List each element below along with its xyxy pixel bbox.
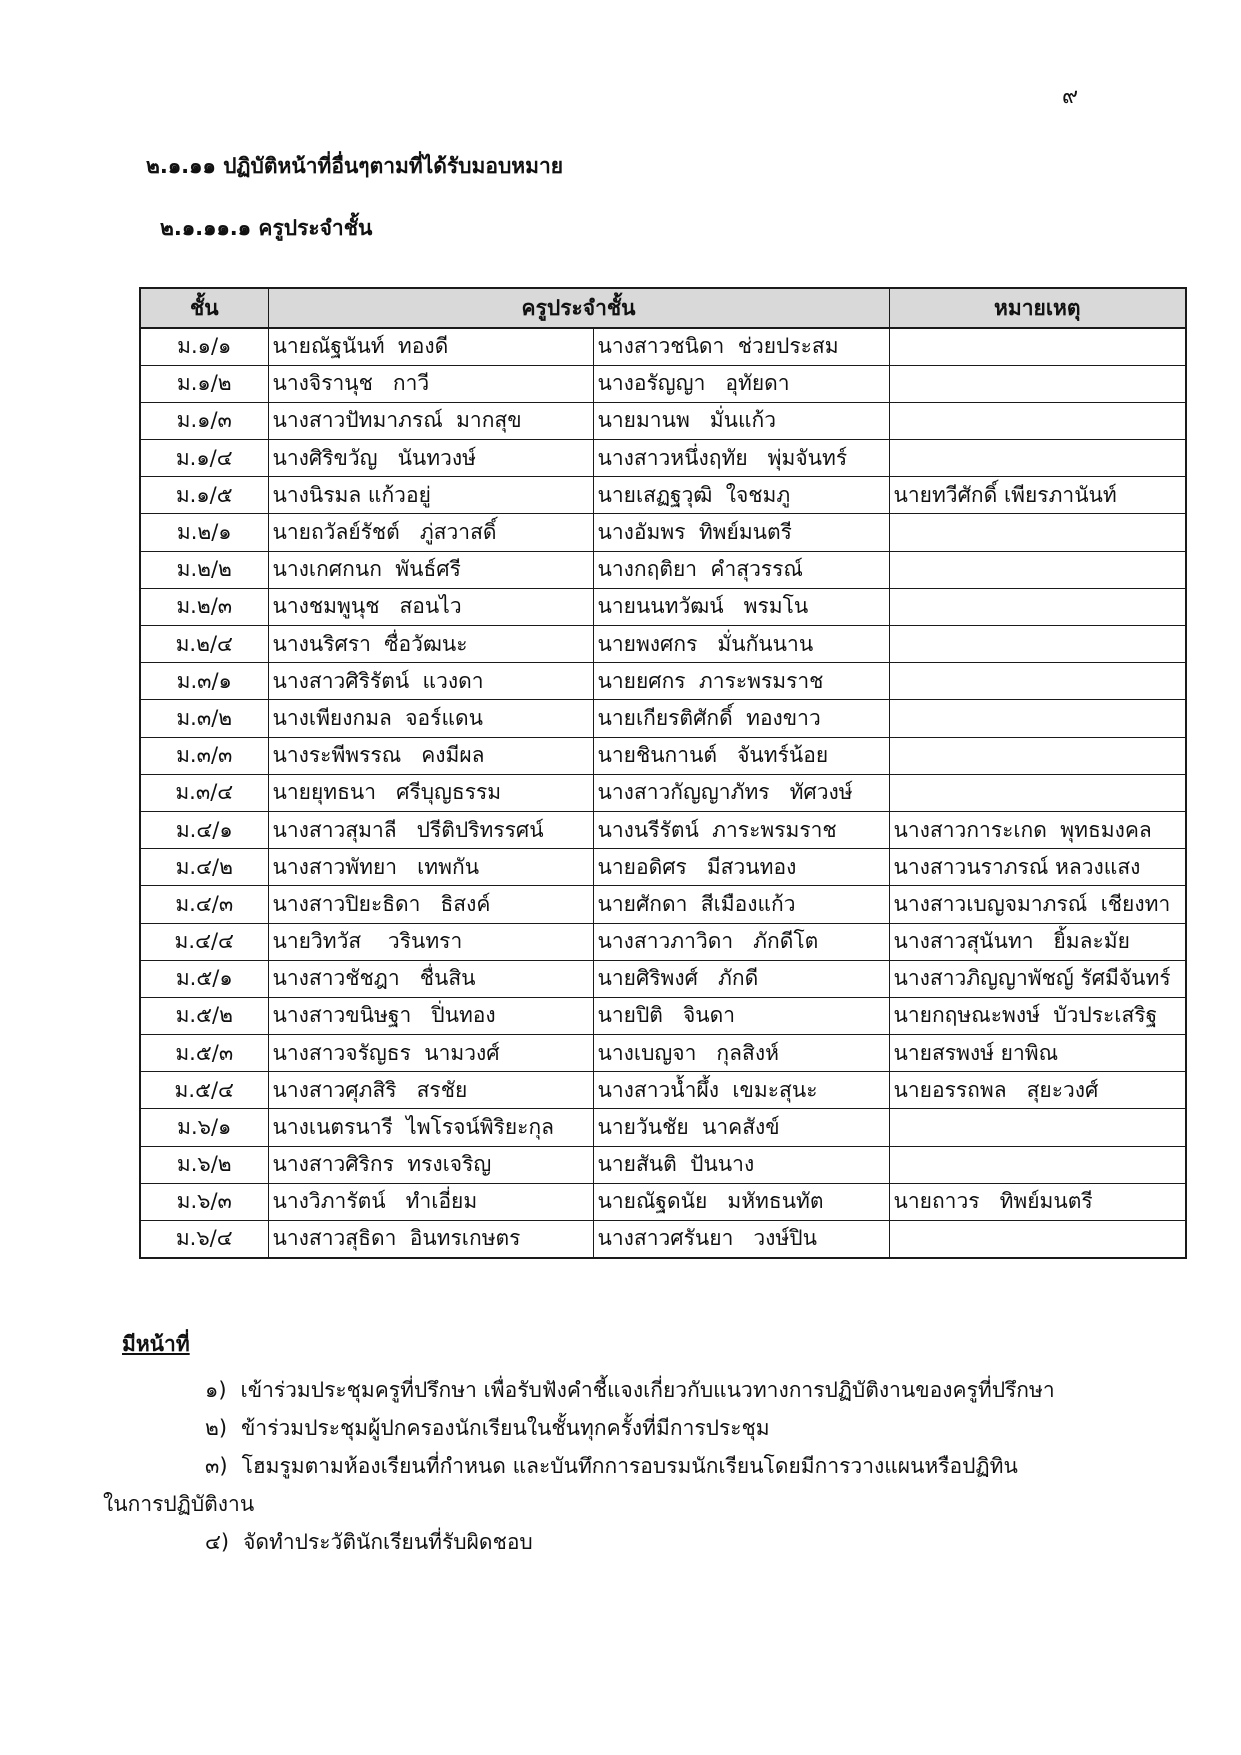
section-heading: ๒.๑.๑๑ ปฏิบัติหน้าที่อื่นๆตามที่ได้รับมอบหมาย [146,154,564,178]
table-row [140,700,1186,737]
teacher1-cell: นางสาวพัทยา เทพกัน [268,849,593,886]
duty-item-number: ๑) [205,1378,227,1402]
class-cell: ม.๓/๑ [140,663,268,700]
table-row [140,402,1186,439]
duty-item [0,1377,1241,1403]
teacher2-cell: นางสาวชนิดา ช่วยประสม [593,328,889,365]
table-row [140,1035,1186,1072]
table-row [140,477,1186,514]
table-row [140,551,1186,588]
teacher2-cell: นายพงศกร มั่นกันนาน [593,626,889,663]
page-number: ๙ [1062,84,1079,109]
teacher2-cell: นายมานพ มั่นแก้ว [593,402,889,439]
class-cell: ม.๑/๕ [140,477,268,514]
header-class: ชั้น [140,288,268,328]
teacher2-cell: นายชินกานต์ จันทร์น้อย [593,737,889,774]
teacher1-cell: นางจิรานุช กาวี [268,365,593,402]
class-cell: ม.๔/๔ [140,923,268,960]
table-row [140,1183,1186,1220]
class-cell: ม.๓/๒ [140,700,268,737]
teacher1-cell: นางสาวจรัญธร นามวงศ์ [268,1035,593,1072]
teacher1-cell: นางสาวขนิษฐา ปิ่นทอง [268,997,593,1034]
remark-cell: นายสรพงษ์ ยาพิณ [889,1035,1186,1072]
teacher1-cell: นางสาวสุธิดา อินทรเกษตร [268,1221,593,1258]
remark-cell [889,1109,1186,1146]
teacher1-cell: นางเพียงกมล จอร์แดน [268,700,593,737]
teacher1-cell: นางสาวสุมาลี ปรีติปริทรรศน์ [268,811,593,848]
teacher2-cell: นายยศกร ภาระพรมราช [593,663,889,700]
teacher1-cell: นางสาวศุภสิริ สรชัย [268,1072,593,1109]
table-row [140,1109,1186,1146]
header-remark: หมายเหตุ [889,288,1186,328]
remark-cell: นางสาวเบญจมาภรณ์ เชียงทา [889,886,1186,923]
teacher2-cell: นางกฤติยา คำสุวรรณ์ [593,551,889,588]
duty-item [0,1415,1241,1441]
remark-cell [889,365,1186,402]
remark-cell: นายถาวร ทิพย์มนตรี [889,1183,1186,1220]
class-cell: ม.๒/๓ [140,588,268,625]
teacher2-cell: นางอัมพร ทิพย์มนตรี [593,514,889,551]
remark-cell [889,663,1186,700]
table-row [140,663,1186,700]
teacher1-cell: นางสาวศิริกร ทรงเจริญ [268,1146,593,1183]
remark-cell: นายกฤษณะพงษ์ บัวประเสริฐ [889,997,1186,1034]
teacher2-cell: นายอดิศร มีสวนทอง [593,849,889,886]
class-cell: ม.๑/๑ [140,328,268,365]
table-row [140,737,1186,774]
remark-cell: นางสาวภิญญาพัชญ์ รัศมีจันทร์ [889,960,1186,997]
teacher-table-body [140,328,1186,1258]
teacher1-cell: นางระพีพรรณ คงมีผล [268,737,593,774]
remark-cell [889,1221,1186,1258]
teacher2-cell: นางสาวหนึ่งฤทัย พุ่มจันทร์ [593,440,889,477]
teacher1-cell: นางศิริขวัญ นันทวงษ์ [268,440,593,477]
teacher1-cell: นางนริศรา ซื่อวัฒนะ [268,626,593,663]
duty-item-text: โฮมรูมตามห้องเรียนที่กำหนด และบันทึกการอบรมนักเรียนโดยมีการวางแผนหรือปฏิทิน [241,1454,1018,1478]
teacher1-cell: นางสาวชัชฎา ชื่นสิน [268,960,593,997]
remark-cell [889,626,1186,663]
homeroom-teacher-table [139,287,1187,1259]
teacher1-cell: นางนิรมล แก้วอยู่ [268,477,593,514]
header-teachers: ครูประจำชั้น [268,288,889,328]
class-cell: ม.๖/๒ [140,1146,268,1183]
class-cell: ม.๑/๓ [140,402,268,439]
teacher2-cell: นายศักดา สีเมืองแก้ว [593,886,889,923]
duty-item-text: จัดทำประวัตินักเรียนที่รับผิดชอบ [243,1530,533,1554]
class-cell: ม.๖/๑ [140,1109,268,1146]
teacher2-cell: นางสาวภาวิดา ภักดีโต [593,923,889,960]
remark-cell [889,588,1186,625]
table-row [140,923,1186,960]
teacher2-cell: นายณัฐดนัย มหัทธนทัต [593,1183,889,1220]
teacher2-cell: นายนนทวัฒน์ พรมโน [593,588,889,625]
teacher1-cell: นางสาวศิริรัตน์ แวงดา [268,663,593,700]
teacher1-cell: นางชมพูนุช สอนไว [268,588,593,625]
remark-cell: นายอรรถพล สุยะวงศ์ [889,1072,1186,1109]
class-cell: ม.๑/๔ [140,440,268,477]
table-row [140,1072,1186,1109]
class-cell: ม.๖/๔ [140,1221,268,1258]
table-row [140,626,1186,663]
teacher2-cell: นายวันชัย นาคสังข์ [593,1109,889,1146]
duty-item-text: ข้าร่วมประชุมผู้ปกครองนักเรียนในชั้นทุกครั้งที่มีการประชุม [241,1416,770,1440]
teacher2-cell: นางสาวน้ำผึ้ง เขมะสุนะ [593,1072,889,1109]
remark-cell: นายทวีศักดิ์ เพียรภานันท์ [889,477,1186,514]
teacher2-cell: นางสาวกัญญาภัทร ทัศวงษ์ [593,774,889,811]
table-row [140,1221,1186,1258]
duty-item-number: ๒) [205,1416,228,1440]
remark-cell: นางสาวนราภรณ์ หลวงแสง [889,849,1186,886]
class-cell: ม.๕/๒ [140,997,268,1034]
duty-item-number: ๓) [205,1454,228,1478]
table-row [140,960,1186,997]
duty-item [0,1453,1241,1479]
duties-title: มีหน้าที่ [122,1332,190,1356]
table-row [140,1146,1186,1183]
table-row [140,365,1186,402]
duty-item-number: ๔) [205,1530,230,1554]
class-cell: ม.๕/๓ [140,1035,268,1072]
remark-cell: นางสาวสุนันทา ยิ้มละมัย [889,923,1186,960]
teacher2-cell: นายศิริพงศ์ ภักดี [593,960,889,997]
remark-cell [889,700,1186,737]
remark-cell [889,1146,1186,1183]
table-row [140,849,1186,886]
teacher1-cell: นางเกศกนก พันธ์ศรี [268,551,593,588]
teacher1-cell: นางเนตรนารี ไพโรจน์พิริยะกุล [268,1109,593,1146]
table-row [140,886,1186,923]
class-cell: ม.๒/๑ [140,514,268,551]
class-cell: ม.๓/๔ [140,774,268,811]
duty-item [0,1529,1241,1555]
class-cell: ม.๒/๒ [140,551,268,588]
class-cell: ม.๑/๒ [140,365,268,402]
remark-cell [889,737,1186,774]
teacher2-cell: นางเบญจา กุลสิงห์ [593,1035,889,1072]
teacher2-cell: นายสันติ ปันนาง [593,1146,889,1183]
table-row [140,774,1186,811]
remark-cell [889,551,1186,588]
class-cell: ม.๔/๓ [140,886,268,923]
teacher1-cell: นายณัฐนันท์ ทองดี [268,328,593,365]
class-cell: ม.๒/๔ [140,626,268,663]
remark-cell [889,514,1186,551]
duty-item-text: ในการปฏิบัติงาน [103,1492,255,1516]
remark-cell: นางสาวการะเกด พุทธมงคล [889,811,1186,848]
teacher1-cell: นางสาวปิยะธิดา ธิสงค์ [268,886,593,923]
teacher1-cell: นางสาวปัทมาภรณ์ มากสุข [268,402,593,439]
table-row [140,440,1186,477]
teacher1-cell: นายวิทวัส วรินทรา [268,923,593,960]
teacher2-cell: นางสาวศรันยา วงษ์ปิน [593,1221,889,1258]
remark-cell [889,402,1186,439]
remark-cell [889,774,1186,811]
table-row [140,514,1186,551]
class-cell: ม.๓/๓ [140,737,268,774]
subsection-heading: ๒.๑.๑๑.๑ ครูประจำชั้น [160,216,373,240]
class-cell: ม.๔/๒ [140,849,268,886]
table-header-row [140,288,1186,328]
class-cell: ม.๖/๓ [140,1183,268,1220]
table-row [140,328,1186,365]
table-header [140,288,1186,328]
teacher2-cell: นางอรัญญา อุทัยดา [593,365,889,402]
remark-cell [889,440,1186,477]
teacher2-cell: นายปิติ จินดา [593,997,889,1034]
table-row [140,588,1186,625]
teacher2-cell: นายเกียรติศักดิ์ ทองขาว [593,700,889,737]
teacher1-cell: นางวิภารัตน์ ทำเอี่ยม [268,1183,593,1220]
duties-section [0,1328,1241,1567]
teacher2-cell: นางนรีรัตน์ ภาระพรมราช [593,811,889,848]
table-row [140,997,1186,1034]
duty-item-continuation [103,1491,1241,1517]
class-cell: ม.๔/๑ [140,811,268,848]
class-cell: ม.๕/๔ [140,1072,268,1109]
teacher1-cell: นายยุทธนา ศรีบุญธรรม [268,774,593,811]
duties-list [0,1377,1241,1555]
class-cell: ม.๕/๑ [140,960,268,997]
table-row [140,811,1186,848]
teacher2-cell: นายเสฏฐวุฒิ ใจชมภู [593,477,889,514]
remark-cell [889,328,1186,365]
duty-item-text: เข้าร่วมประชุมครูที่ปรึกษา เพื่อรับฟังคำชี้แจงเกี่ยวกับแนวทางการปฏิบัติงานของครูที่ปรึกษา [240,1378,1055,1402]
teacher1-cell: นายถวัลย์รัชต์ ภู่สวาสดิ์ [268,514,593,551]
